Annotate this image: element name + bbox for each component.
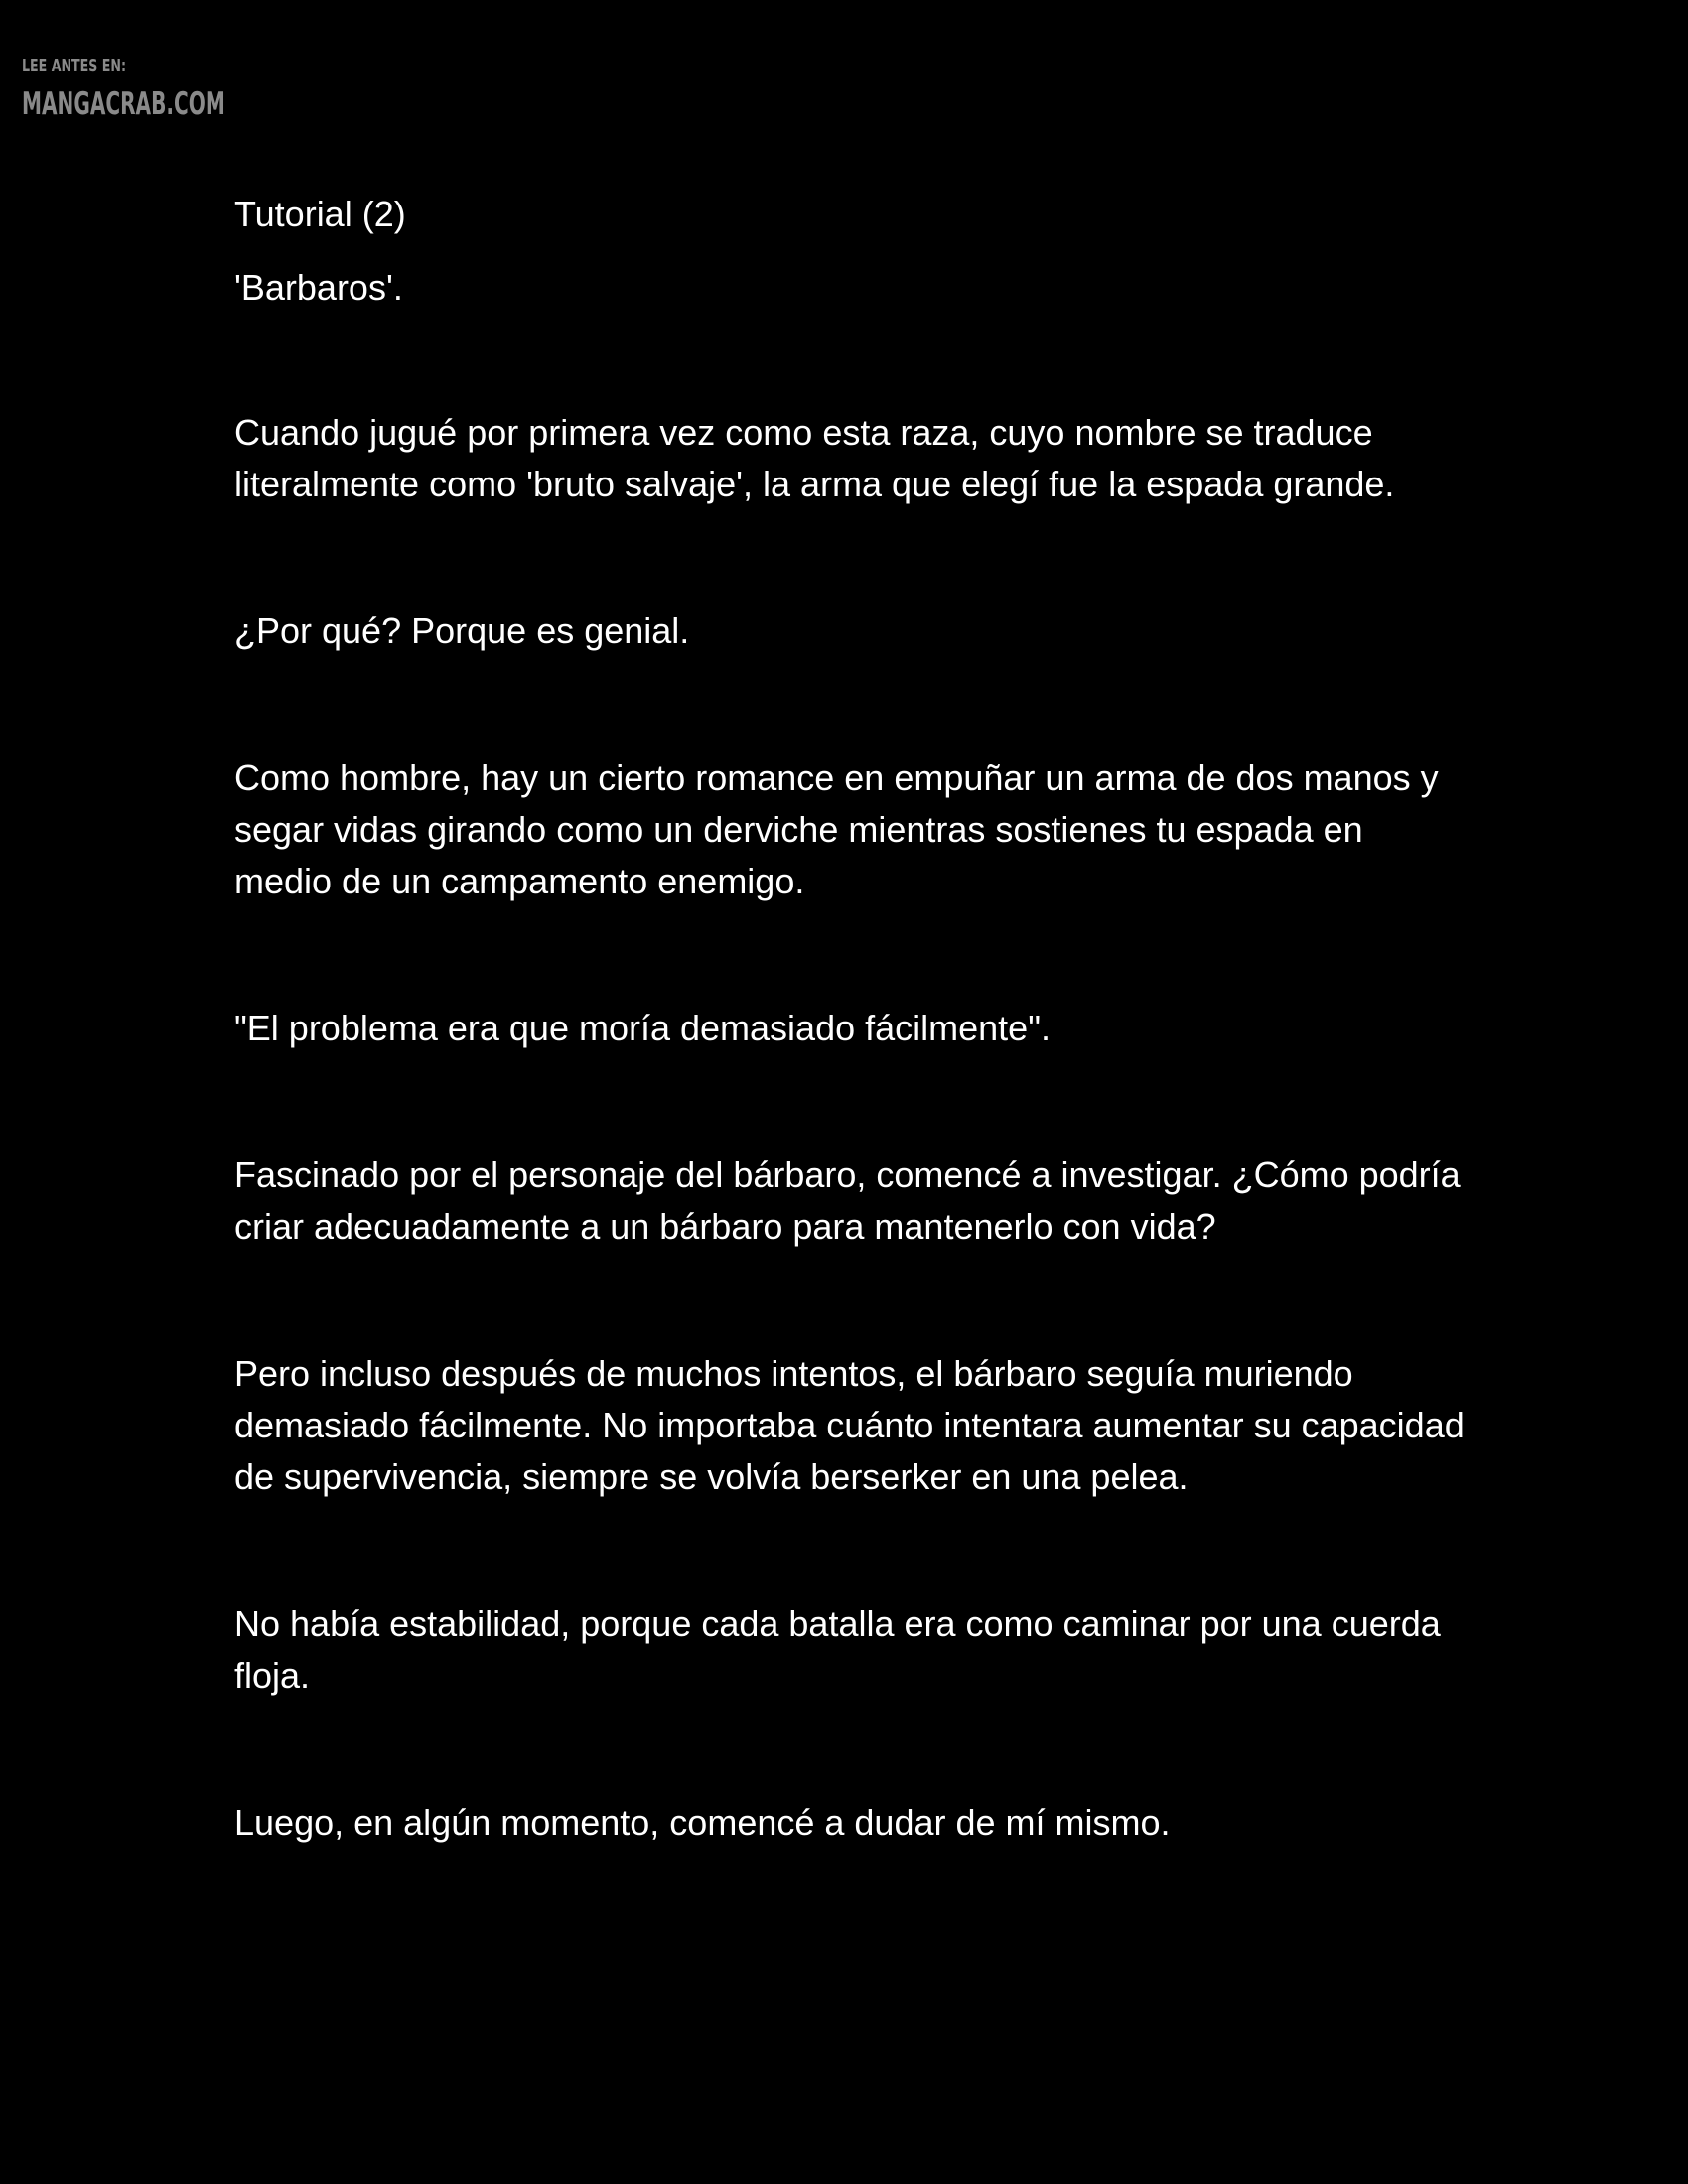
chapter-title: Tutorial (2) [234,194,406,234]
paragraph: "El problema era que moría demasiado fácilmente". [234,1008,1051,1048]
paragraph: Pero incluso después de muchos intentos, el bárbaro seguía muriendo demasiado fácilmente. No importaba cuánto intentara aumentar su capacidad de supervivencia, siempre se volvía berserker en una pelea. [234,1353,1465,1497]
chapter-text [234,189,1466,1944]
paragraph: Fascinado por el personaje del bárbaro, comencé a investigar. ¿Cómo podría criar adecuadamente a un bárbaro para mantenerlo con vida? [234,1155,1461,1247]
paragraph: Luego, en algún momento, comencé a dudar de mí mismo. [234,1802,1171,1843]
site-watermark [22,58,304,120]
paragraph: Como hombre, hay un cierto romance en empuñar un arma de dos manos y segar vidas girando como un derviche mientras sostienes tu espada en medio de un campamento enemigo. [234,757,1439,901]
paragraph: Cuando jugué por primera vez como esta raza, cuyo nombre se traduce literalmente como 'bruto salvaje', la arma que elegí fue la espada grande. [234,412,1395,504]
paragraph: No había estabilidad, porque cada batalla era como caminar por una cuerda floja. [234,1603,1441,1696]
watermark-read-first-label: LEE ANTES EN: [22,56,127,76]
watermark-site-name: MANGACRAB.COM [22,86,225,122]
paragraph: 'Barbaros'. [234,267,403,308]
paragraph: ¿Por qué? Porque es genial. [234,611,690,651]
